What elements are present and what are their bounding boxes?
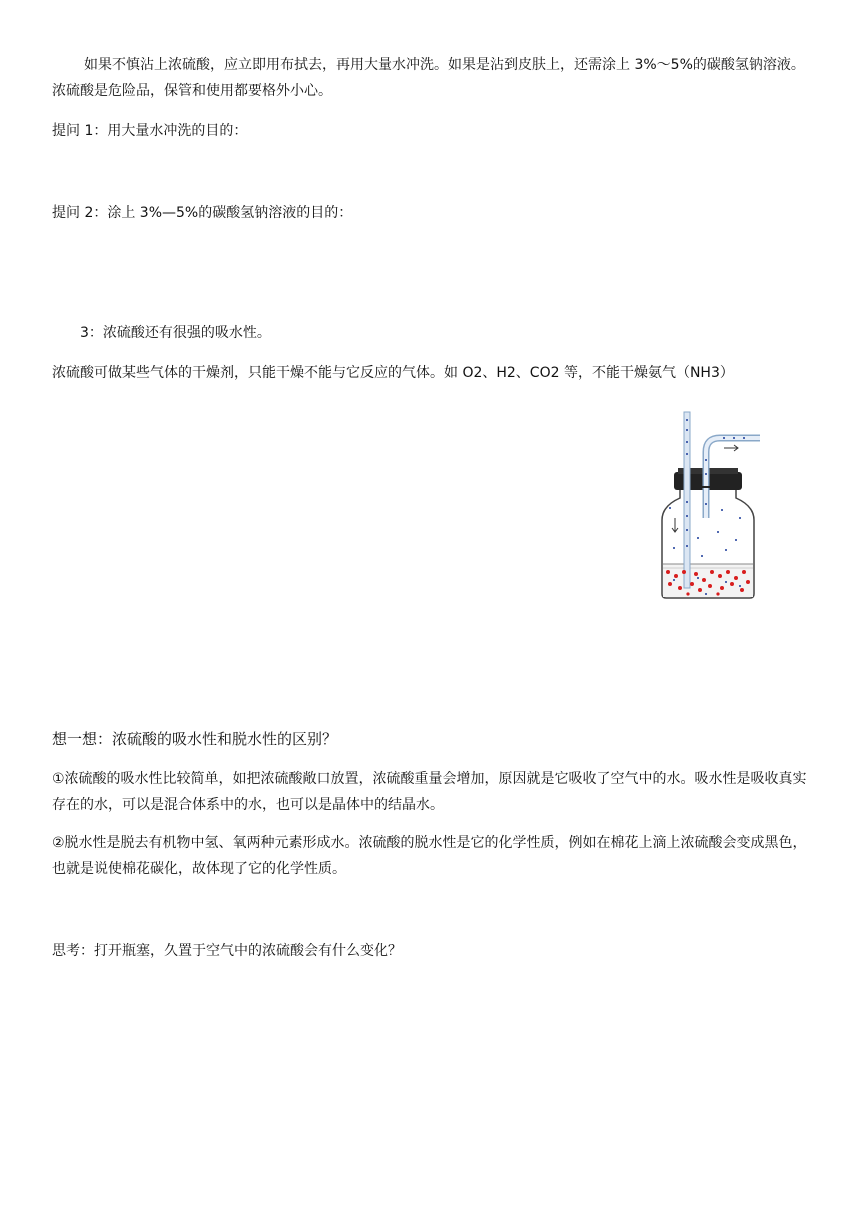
gas-washing-bottle-diagram — [640, 408, 766, 608]
section-3-heading: 3：浓硫酸还有很强的吸水性。 — [80, 325, 271, 341]
question-2: 提问 2：涂上 3%—5%的碳酸氢钠溶液的目的： — [52, 205, 353, 221]
reflect-question: 思考：打开瓶塞，久置于空气中的浓硫酸会有什么变化？ — [52, 943, 402, 959]
intro-paragraph: 如果不慎沾上浓硫酸，应立即用布拭去，再用大量水冲洗。如果是沾到皮肤上，还需涂上 3%～5%的碳酸氢钠溶液。浓硫酸是危险品，保管和使用都要格外小心。 — [52, 57, 805, 99]
think-point-2: ②脱水性是脱去有机物中氢、氧两种元素形成水。浓硫酸的脱水性是它的化学性质，例如在棉花上滴上浓硫酸会变成黑色，也就是说使棉花碳化，故体现了它的化学性质。 — [52, 835, 807, 877]
section-3-description: 浓硫酸可做某些气体的干燥剂，只能干燥不能与它反应的气体。如 O2、H2、CO2 等，不能干燥氨气（NH3） — [52, 365, 734, 381]
think-title: 想一想：浓硫酸的吸水性和脱水性的区别？ — [52, 730, 338, 748]
question-1: 提问 1：用大量水冲洗的目的： — [52, 123, 248, 139]
think-point-1: ①浓硫酸的吸水性比较简单，如把浓硫酸敞口放置，浓硫酸重量会增加，原因就是它吸收了空气中的水。吸水性是吸收真实存在的水，可以是混合体系中的水，也可以是晶体中的结晶水。 — [52, 771, 807, 813]
